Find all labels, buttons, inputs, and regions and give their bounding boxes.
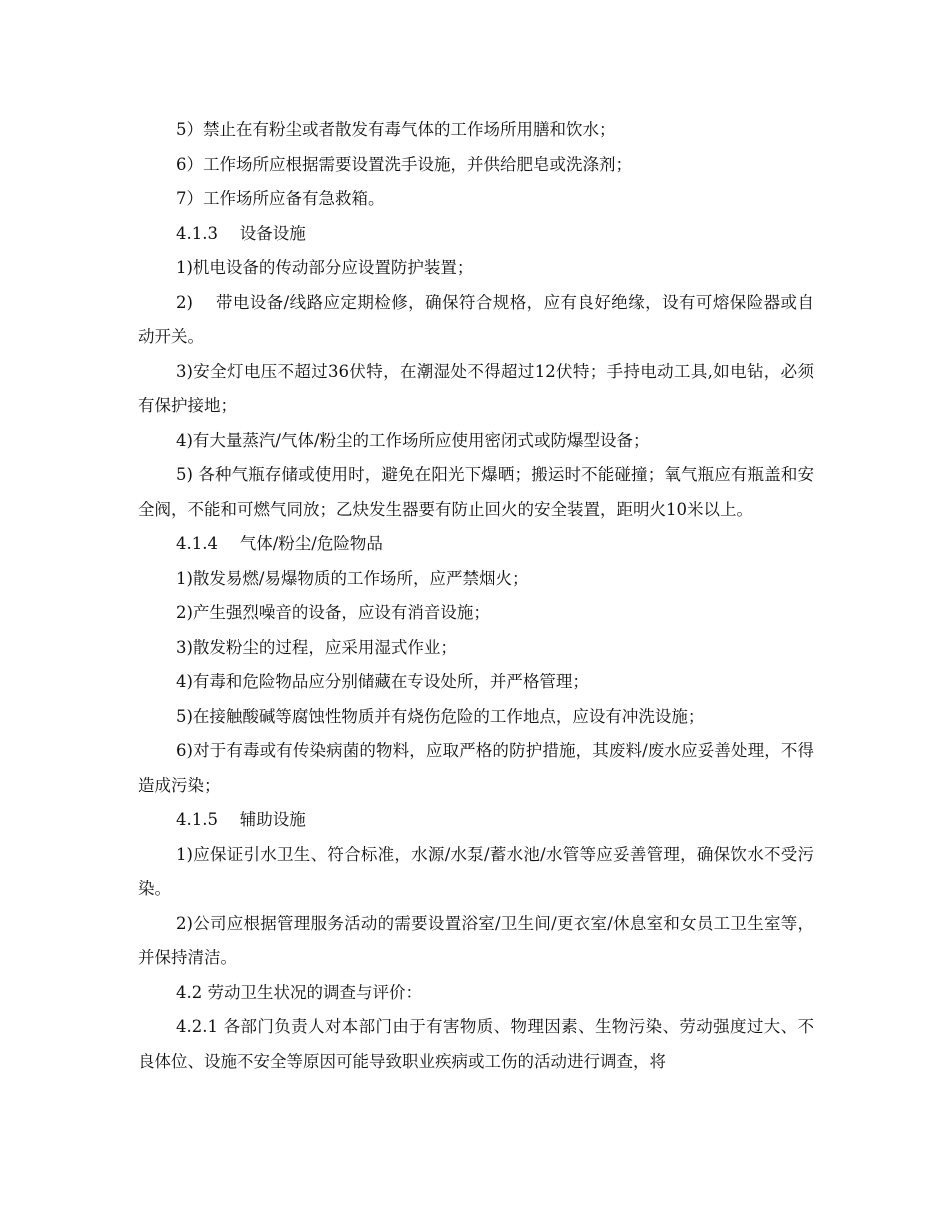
paragraph-19: 2)公司应根据管理服务活动的需要设置浴室/卫生间/更衣室/休息室和女员工卫生室等，并保持清洁。	[138, 913, 814, 967]
paragraph-2: 6）工作场所应根据需要设置洗手设施，并供给肥皂或洗涤剂；	[176, 154, 632, 174]
paragraph-7: 3)安全灯电压不超过36伏特，在潮湿处不得超过12伏特；手持电动工具,如电钻，必须有保护接地；	[138, 361, 814, 415]
paragraph-5: 1)机电设备的传动部分应设置防护装置；	[176, 258, 474, 277]
paragraph-16: 6)对于有毒或有传染病菌的物料，应取严格的防护措施，其废料/废水应妥善处理，不得造成污染；	[138, 741, 814, 795]
section-heading-4-1-4: 4.1.4 气体/粉尘/危险物品	[176, 534, 383, 553]
paragraph-12: 2)产生强烈噪音的设备，应设有消音设施；	[176, 603, 490, 622]
paragraph-1: 5）禁止在有粉尘或者散发有毒气体的工作场所用膳和饮水；	[176, 120, 616, 139]
paragraph-8: 4)有大量蒸汽/气体/粉尘的工作场所应使用密闭式或防爆型设备；	[176, 430, 650, 450]
paragraph-9: 5) 各种气瓶存储或使用时，避免在阳光下爆晒；搬运时不能碰撞；氧气瓶应有瓶盖和安全阀，不能和可燃气同放；乙炔发生器要有防止回火的安全装置，距明火10米以上。	[138, 465, 814, 519]
document-body	[138, 113, 814, 1079]
paragraph-11: 1)散发易燃/易爆物质的工作场所，应严禁烟火；	[176, 568, 529, 588]
section-heading-4-2: 4.2 劳动卫生状况的调查与评价：	[176, 982, 422, 1002]
section-heading-4-1-3: 4.1.3 设备设施	[176, 223, 306, 243]
section-heading-4-1-5: 4.1.5 辅助设施	[176, 810, 306, 829]
paragraph-14: 4)有毒和危险物品应分别储藏在专设处所，并严格管理；	[176, 672, 589, 691]
paragraph-6: 2) 带电设备/线路应定期检修，确保符合规格，应有良好绝缘，设有可熔保险器或自动开关。	[138, 292, 814, 346]
paragraph-13: 3)散发粉尘的过程，应采用湿式作业；	[176, 637, 457, 657]
paragraph-21: 4.2.1 各部门负责人对本部门由于有害物质、物理因素、生物污染、劳动强度过大、不良体位、设施不安全等原因可能导致职业疾病或工伤的活动进行调查，将	[138, 1017, 814, 1071]
paragraph-3: 7）工作场所应备有急救箱。	[176, 189, 385, 208]
paragraph-15: 5)在接触酸碱等腐蚀性物质并有烧伤危险的工作地点，应设有冲洗设施；	[176, 706, 705, 726]
paragraph-18: 1)应保证引水卫生、符合标准，水源/水泵/蓄水池/水管等应妥善管理，确保饮水不受污染。	[138, 844, 814, 898]
